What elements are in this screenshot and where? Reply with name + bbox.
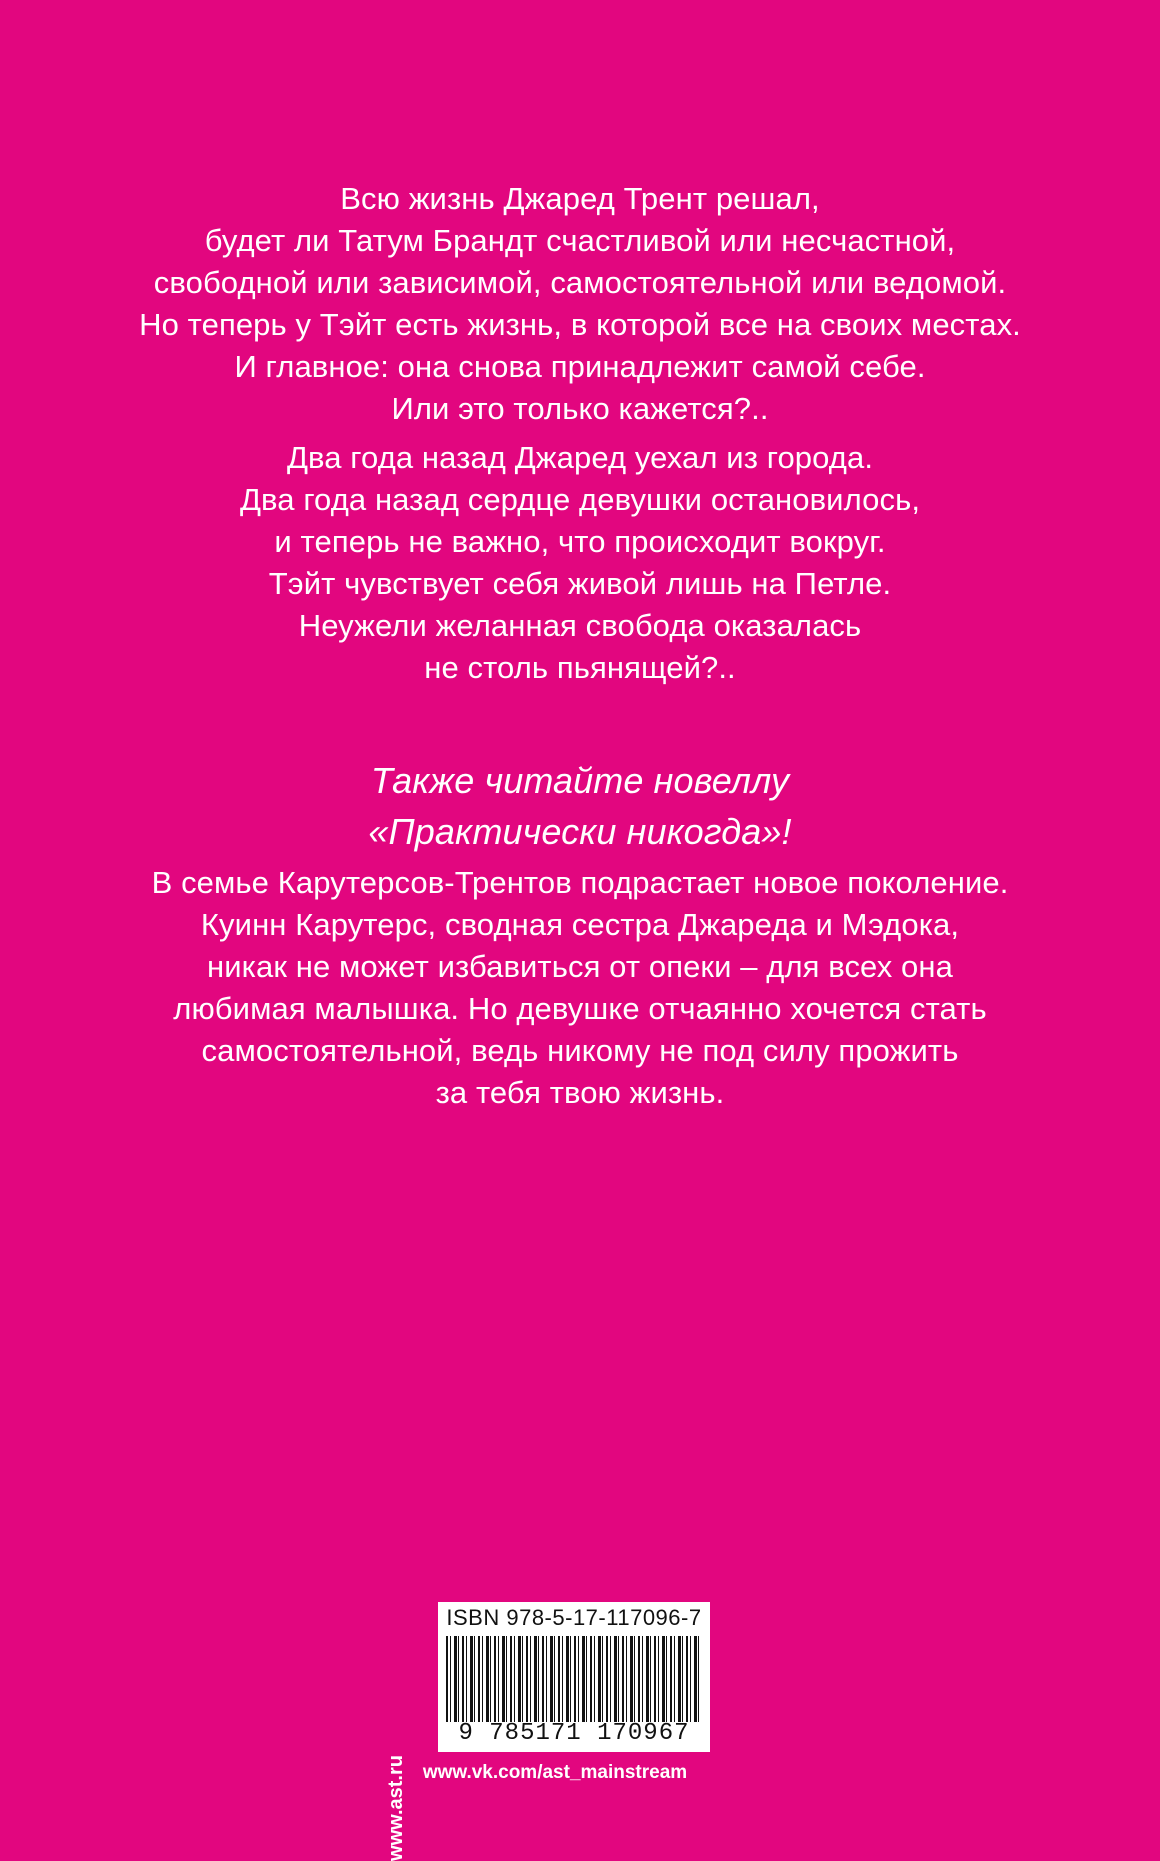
text-line: И главное: она снова принадлежит самой себе.	[234, 349, 926, 384]
text-line: Неужели желанная свобода оказалась	[298, 608, 862, 643]
novella-paragraph	[0, 862, 1160, 1114]
text-line: будет ли Татум Брандт счастливой или несчастной,	[204, 223, 956, 258]
site-url-text: www.ast.ru	[385, 1755, 407, 1861]
text-line: Два года назад сердце девушки остановилось,	[239, 482, 921, 517]
text-line: Или это только кажется?..	[391, 391, 769, 426]
text-line: не столь пьянящей?..	[424, 650, 736, 685]
barcode	[438, 1602, 710, 1752]
heading-line: Также читайте новеллу	[370, 760, 790, 801]
text-line: Куинн Карутерс, сводная сестра Джареда и Мэдока,	[200, 907, 960, 942]
also-read-heading	[0, 755, 1160, 857]
heading-line: «Практически никогда»!	[368, 811, 792, 852]
text-line: никак не может избавиться от опеки – для всех она	[207, 949, 953, 984]
vk-url: www.vk.com/ast_mainstream	[422, 1762, 688, 1783]
text-line: Но теперь у Тэйт есть жизнь, в которой все на своих местах.	[139, 307, 1021, 342]
text-line: и теперь не важно, что происходит вокруг.	[274, 524, 886, 559]
text-line: В семье Карутерсов-Трентов подрастает новое поколение.	[151, 865, 1009, 900]
synopsis-paragraph-1	[0, 178, 1160, 430]
isbn-text: ISBN 978-5-17-117096-7	[446, 1605, 702, 1630]
text-line: Два года назад Джаред уехал из города.	[286, 440, 874, 475]
text-line: свободной или зависимой, самостоятельной или ведомой.	[153, 265, 1007, 300]
text-line: Всю жизнь Джаред Трент решал,	[340, 181, 820, 216]
text-line: за тебя твою жизнь.	[435, 1075, 725, 1110]
text-line: самостоятельной, ведь никому не под силу прожить	[201, 1033, 959, 1068]
text-line: Тэйт чувствует себя живой лишь на Петле.	[268, 566, 892, 601]
barcode-bars	[446, 1636, 702, 1722]
synopsis-paragraph-2	[0, 437, 1160, 689]
barcode-digits: 9 785171 170967	[458, 1720, 690, 1747]
text-line: любимая малышка. Но девушке отчаянно хочется стать	[173, 991, 987, 1026]
